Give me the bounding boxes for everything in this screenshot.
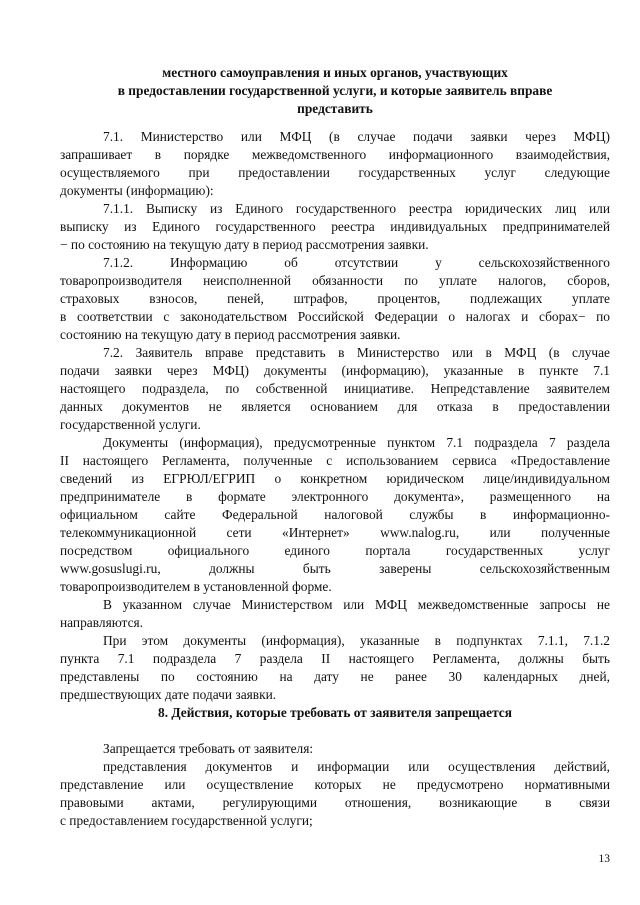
paragraph-line: правовыми актами, регулирующими отношения, возникающие в связи bbox=[60, 795, 610, 810]
paragraph-line: www.gosuslugi.ru, должны быть заверены сельскохозяйственным bbox=[60, 561, 610, 576]
paragraph-line: пункта 7.1 подраздела 7 раздела II настоящего Регламента, должны быть bbox=[60, 651, 610, 666]
page-number: 13 bbox=[598, 853, 610, 865]
paragraph-line: выписку из Единого государственного реестра индивидуальных предпринимателей bbox=[60, 219, 610, 234]
paragraph-line: подачи заявки через МФЦ) документы (информацию), указанные в пункте 7.1 bbox=[60, 363, 610, 378]
paragraph-line: направляются. bbox=[60, 615, 144, 630]
section-8-heading: 8. Действия, которые требовать от заявителя запрещается bbox=[158, 705, 512, 720]
paragraph-line: 7.1.2. Информацию об отсутствии у сельскохозяйственного bbox=[103, 255, 610, 270]
paragraph-line: официальном сайте Федеральной налоговой службы в информационно- bbox=[60, 507, 610, 522]
paragraph-line: данных документов не является основанием для отказа в предоставлении bbox=[60, 399, 610, 414]
paragraph-line: в соответствии с законодательством Российской Федерации о налогах и сборах− по bbox=[60, 309, 610, 324]
paragraph-line: государственной услуги. bbox=[60, 417, 201, 432]
heading-line: в предоставлении государственной услуги, и которые заявитель вправе bbox=[117, 83, 553, 98]
paragraph-line: представлены по состоянию на дату не ранее 30 календарных дней, bbox=[60, 669, 610, 684]
paragraph-line: В указанном случае Министерством или МФЦ межведомственные запросы не bbox=[103, 597, 610, 612]
heading-line: местного самоуправления и иных органов, участвующих bbox=[162, 65, 508, 80]
paragraph-line: документы (информацию): bbox=[60, 183, 214, 198]
paragraph-line: 7.1.1. Выписку из Единого государственного реестра юридических лиц или bbox=[103, 201, 610, 216]
paragraph-line: 7.1. Министерство или МФЦ (в случае подачи заявки через МФЦ) bbox=[103, 129, 610, 144]
paragraph-line: предшествующих дате подачи заявки. bbox=[60, 687, 277, 702]
paragraph-line: II настоящего Регламента, полученные с использованием сервиса «Предоставление bbox=[60, 453, 610, 468]
paragraph-line: телекоммуникационной сети «Интернет» www.nalog.ru, или полученные bbox=[60, 525, 610, 540]
section-heading-continued bbox=[60, 64, 610, 118]
paragraph-line: осуществляемого при предоставлении государственных услуг следующие bbox=[60, 165, 610, 180]
paragraph-line: Запрещается требовать от заявителя: bbox=[103, 741, 314, 756]
paragraph-line: товаропроизводителем в установленной форме. bbox=[60, 579, 332, 594]
paragraph-line: сведений из ЕГРЮЛ/ЕГРИП о конкретном юридическом лице/индивидуальном bbox=[60, 471, 610, 486]
paragraph-line: 7.2. Заявитель вправе представить в Министерство или в МФЦ (в случае bbox=[103, 345, 610, 360]
paragraph-line: представления документов и информации или осуществления действий, bbox=[103, 759, 610, 774]
body-text-block bbox=[60, 128, 610, 704]
paragraph-line: − по состоянию на текущую дату в период рассмотрения заявки. bbox=[60, 237, 429, 252]
paragraph-line: Документы (информация), предусмотренные пунктом 7.1 подраздела 7 раздела bbox=[103, 435, 610, 450]
heading-line: представить bbox=[297, 101, 373, 116]
paragraph-line: При этом документы (информация), указанные в подпунктах 7.1.1, 7.1.2 bbox=[103, 633, 610, 648]
paragraph-line: запрашивает в порядке межведомственного информационного взаимодействия, bbox=[60, 147, 610, 162]
paragraph-line: предпринимателе в формате электронного документа», размещенного на bbox=[60, 489, 610, 504]
paragraph-line: настоящего подраздела, по собственной инициативе. Непредставление заявителем bbox=[60, 381, 610, 396]
paragraph-line: представление или осуществление которых не предусмотрено нормативными bbox=[60, 777, 610, 792]
paragraph-line: страховых взносов, пеней, штрафов, процентов, подлежащих уплате bbox=[60, 291, 610, 306]
paragraph-line: с предоставлением государственной услуги; bbox=[60, 813, 313, 828]
paragraph-line: состоянию на текущую дату в период рассмотрения заявки. bbox=[60, 327, 401, 342]
paragraph-line: товаропроизводителя неисполненной обязанности по уплате налогов, сборов, bbox=[60, 273, 610, 288]
paragraph-line: посредством официального единого портала государственных услуг bbox=[60, 543, 610, 558]
body-text-block bbox=[60, 740, 610, 830]
